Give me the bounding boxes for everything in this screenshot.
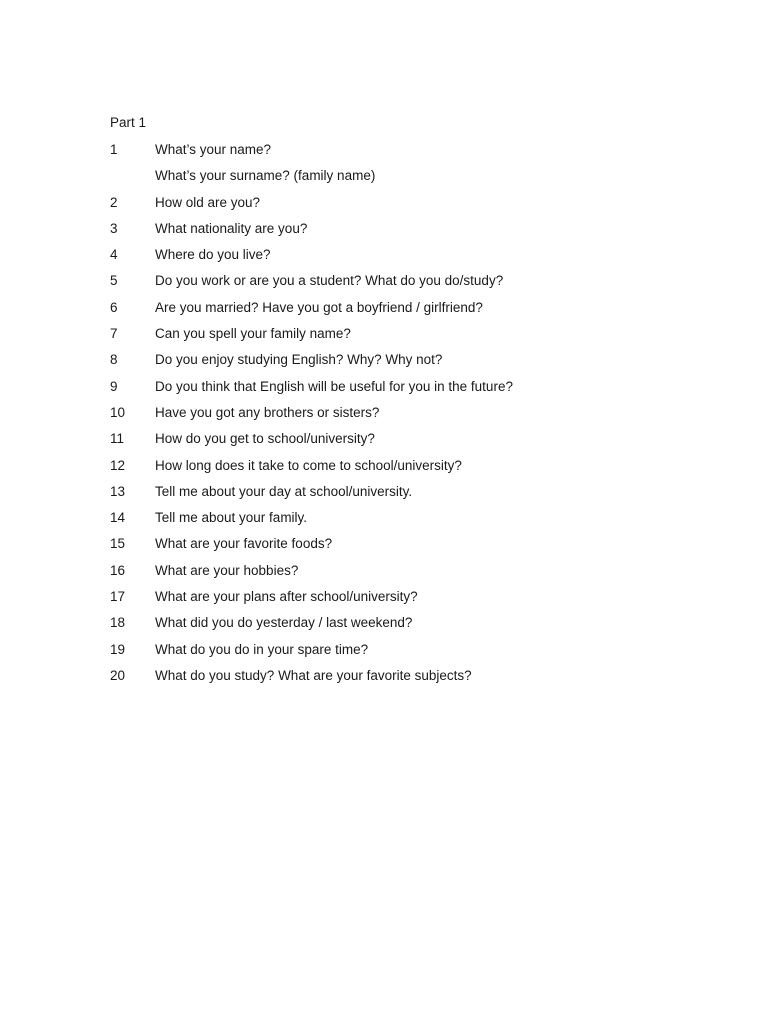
question-number: 17 [110, 588, 126, 604]
question-number: 16 [110, 562, 126, 578]
question-row [110, 636, 670, 662]
question-text: How old are you? [155, 194, 261, 210]
question-text: Tell me about your family. [155, 510, 308, 526]
question-number: 4 [110, 247, 118, 263]
question-text: How do you get to school/university? [155, 431, 375, 447]
question-row [110, 478, 670, 504]
question-row [110, 136, 670, 162]
question-row [110, 268, 670, 294]
question-text: Do you enjoy studying English? Why? Why not? [155, 352, 443, 368]
question-row [110, 347, 670, 373]
question-row [110, 320, 670, 346]
section-heading: Part 1 [110, 115, 147, 131]
question-row [110, 610, 670, 636]
question-text: Are you married? Have you got a boyfriend / girlfriend? [155, 299, 483, 315]
question-text: Can you spell your family name? [155, 326, 351, 342]
question-number: 2 [110, 194, 118, 210]
question-row [110, 452, 670, 478]
question-text: Tell me about your day at school/university. [155, 483, 413, 499]
question-number: 13 [110, 483, 126, 499]
question-number: 10 [110, 404, 126, 420]
question-text: What’s your name? [155, 141, 272, 157]
question-text: What are your hobbies? [155, 562, 299, 578]
question-row [110, 662, 670, 688]
question-number: 1 [110, 141, 118, 157]
question-row [110, 504, 670, 530]
question-text: What do you do in your spare time? [155, 641, 369, 657]
question-text: What do you study? What are your favorite subjects? [155, 667, 472, 683]
question-number: 12 [110, 457, 126, 473]
question-text: What are your favorite foods? [155, 536, 333, 552]
question-number: 6 [110, 299, 118, 315]
question-number: 14 [110, 510, 126, 526]
question-text: Where do you live? [155, 247, 271, 263]
question-text: Do you work or are you a student? What do you do/study? [155, 273, 504, 289]
question-number: 15 [110, 536, 126, 552]
question-row [110, 241, 670, 267]
question-text: What did you do yesterday / last weekend? [155, 615, 413, 631]
question-row [110, 294, 670, 320]
question-row [110, 163, 670, 189]
question-row [110, 531, 670, 557]
question-number: 20 [110, 667, 126, 683]
question-text: What’s your surname? (family name) [155, 168, 376, 184]
question-number: 3 [110, 220, 118, 236]
question-row [110, 583, 670, 609]
question-text: What nationality are you? [155, 220, 308, 236]
question-list [110, 110, 670, 689]
question-number: 19 [110, 641, 126, 657]
question-row [110, 373, 670, 399]
question-row [110, 215, 670, 241]
question-row [110, 399, 670, 425]
question-number: 8 [110, 352, 118, 368]
question-number: 5 [110, 273, 118, 289]
question-text: Have you got any brothers or sisters? [155, 404, 380, 420]
question-text: Do you think that English will be useful for you in the future? [155, 378, 513, 394]
question-text: How long does it take to come to school/university? [155, 457, 462, 473]
question-text: What are your plans after school/university? [155, 588, 418, 604]
question-number: 11 [110, 431, 125, 447]
question-row [110, 426, 670, 452]
question-number: 9 [110, 378, 118, 394]
question-row [110, 189, 670, 215]
question-row [110, 557, 670, 583]
question-number: 7 [110, 326, 118, 342]
question-number: 18 [110, 615, 126, 631]
